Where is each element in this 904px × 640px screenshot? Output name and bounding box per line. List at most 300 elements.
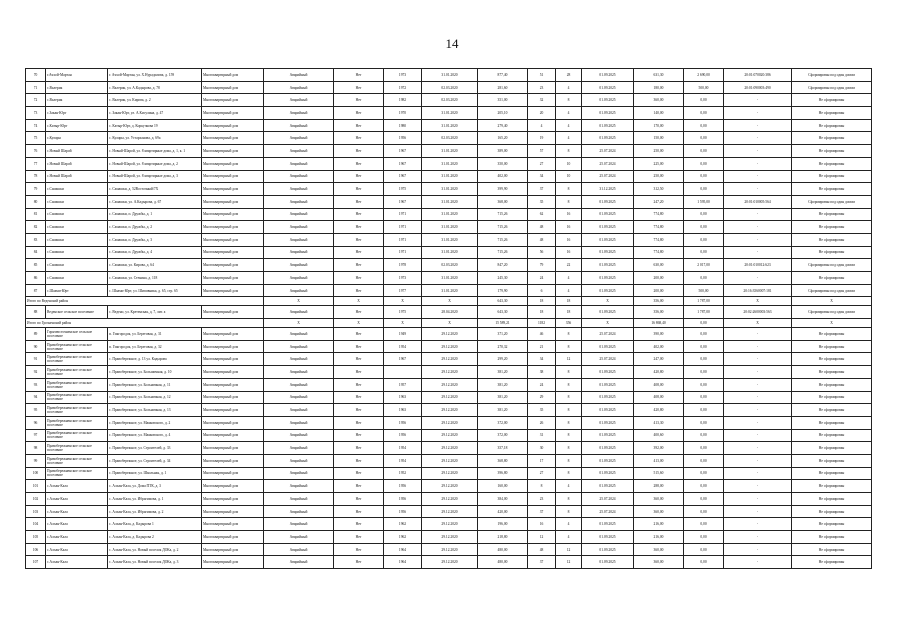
table-cell: с.Самашки [46,221,108,234]
table-cell: 4 [528,119,556,132]
table-cell: 0,00 [684,543,724,556]
table-cell: 4 [556,531,582,544]
table-cell: 218,80 [478,531,528,544]
table-cell: 8 [556,366,582,379]
table-cell: 34 [528,353,556,366]
table-cell: с.Кулары [46,132,108,145]
subtotal-cell: 1 787,00 [684,297,724,306]
table-cell: - [724,391,792,404]
table-cell: с. Кулары, ул. Устарханова, д. 69а [108,132,202,145]
table-cell: Аварийный [264,208,334,221]
table-cell: 48 [528,233,556,246]
table-cell: 94 [26,391,46,404]
table-cell: Многоквартирный дом [202,328,264,341]
table-cell: 0,00 [684,183,724,196]
table-cell: Аварийный [264,132,334,145]
table-cell: 715,26 [478,246,528,259]
table-row [26,416,872,429]
table-cell: 01.09.2025 [582,195,634,208]
table-cell: 0,00 [684,132,724,145]
table-cell: 20 [528,107,556,120]
table-cell: 1 787,00 [684,306,724,319]
table-cell: - [724,208,792,221]
table-cell: 32 [528,94,556,107]
subtotal-cell: X [724,319,792,328]
table-cell: 37 [528,505,556,518]
table-row [26,107,872,120]
table-cell: Нет [334,183,384,196]
table-cell: Многоквартирный дом [202,183,264,196]
table-cell: Нет [334,531,384,544]
subtotal-cell: X [264,319,334,328]
table-cell: 20:01:070020:386 [724,69,792,82]
table-cell: 28.04.2020 [422,306,478,319]
table-cell: 01.09.2025 [582,284,634,297]
table-cell: Нет [334,170,384,183]
table-row [26,531,872,544]
table-cell: 4 [556,284,582,297]
subtotal-cell: 16 868,40 [634,319,684,328]
table-cell: - [724,493,792,506]
table-cell: 29.12.2020 [422,404,478,417]
table-cell: Нет [334,208,384,221]
table-cell: с.Новый Шарой [46,170,108,183]
table-cell: Не сформирован [792,183,872,196]
table-cell: 0,00 [684,366,724,379]
table-cell: 0,00 [684,416,724,429]
table-cell: с. Ведено, ул. Кретенская, д. 7, лит. а [108,306,202,319]
table-cell: Аварийный [264,442,334,455]
table-cell: - [724,157,792,170]
table-cell: 01.09.2025 [582,221,634,234]
table-cell: Аварийный [264,493,334,506]
table-cell: 29.12.2020 [422,429,478,442]
table-cell: Аварийный [264,284,334,297]
table-cell: Не сформирован [792,246,872,259]
table-cell: 01.09.2025 [582,556,634,569]
table-cell: с. Алхан-Кала, ул. Новый поселок ДОКа, д. 3 [108,556,202,569]
table-cell: с. Правобережное, ул. Маяковского, д. 4 [108,429,202,442]
table-cell: 247,00 [634,353,684,366]
table-cell: с. Алхан-Кала, д. Кадырова 1 [108,518,202,531]
table-cell: 31.01.2020 [422,246,478,259]
table-cell: 381,20 [478,404,528,417]
table-cell: Нет [334,518,384,531]
table-cell: 515,60 [634,467,684,480]
table-row [26,145,872,158]
table-cell: 48 [528,221,556,234]
table-cell: Аварийный [264,353,334,366]
table-row [26,183,872,196]
emergency-housing-table [25,68,872,569]
table-cell: Правобережненское сельское поселение [46,378,108,391]
table-cell: Нет [334,416,384,429]
table-cell: 31.01.2020 [422,157,478,170]
table-cell: 1978 [384,259,422,272]
table-cell: 12 [556,543,582,556]
table-cell: 8 [528,480,556,493]
table-cell: Правобережненское сельское поселение [46,467,108,480]
table-cell: 715,26 [478,233,528,246]
table-cell: Многоквартирный дом [202,306,264,319]
table-cell: 10 [556,157,582,170]
table-cell: Сформирован под один домом [792,306,872,319]
table-cell: - [724,366,792,379]
table-cell: Многоквартирный дом [202,480,264,493]
table-cell: Многоквартирный дом [202,157,264,170]
table-cell: 351,00 [478,94,528,107]
table-cell: Нет [334,259,384,272]
table-row [26,157,872,170]
subtotal-cell: X [582,297,634,306]
table-cell: 18 [556,306,582,319]
table-row [26,259,872,272]
table-cell: Аварийный [264,306,334,319]
table-cell: 0,00 [684,170,724,183]
table-cell: Не сформирован [792,429,872,442]
table-cell: 399,90 [478,183,528,196]
table-cell: Не сформирован [792,366,872,379]
table-cell: 8 [556,493,582,506]
table-cell: Аварийный [264,480,334,493]
table-row [26,94,872,107]
table-cell: Аварийный [264,505,334,518]
table-cell: Многоквартирный дом [202,208,264,221]
table-cell: 101 [26,480,46,493]
table-cell: 31.01.2020 [422,119,478,132]
table-cell: Не сформирован [792,119,872,132]
subtotal-cell: X [422,297,478,306]
table-cell: Аварийный [264,81,334,94]
table-cell: Не сформирован [792,391,872,404]
table-row [26,284,872,297]
subtotal-cell: X [384,319,422,328]
table-cell: 1954 [384,454,422,467]
table-row [26,518,872,531]
table-cell: 360,00 [634,556,684,569]
table-cell: 392,00 [634,442,684,455]
table-cell: 371,20 [478,328,528,341]
table-cell: Многоквартирный дом [202,404,264,417]
table-cell: 20:01:090003:490 [724,81,792,94]
table-cell: 631,30 [634,69,684,82]
table-cell: 16 [556,233,582,246]
table-cell: 381,20 [478,378,528,391]
table-cell: 288,00 [634,480,684,493]
table-cell: 774,80 [634,246,684,259]
table-cell: 01.09.2025 [582,531,634,544]
table-cell: 0,00 [684,429,724,442]
table-cell: с. Шаами-Юрт, ул. Шиповника, д. 65, стр. 65 [108,284,202,297]
table-cell: 372,00 [478,429,528,442]
table-cell: 21 [528,340,556,353]
table-cell: Нет [334,353,384,366]
table-cell: 402,00 [634,340,684,353]
table-cell: Аварийный [264,107,334,120]
table-cell: 360,00 [634,493,684,506]
table-cell: 31.01.2020 [422,221,478,234]
table-cell: Нет [334,556,384,569]
table-cell: 299,20 [478,353,528,366]
table-cell: 29.12.2020 [422,556,478,569]
table-cell: 8 [556,404,582,417]
table-cell: с. Валерик, ул. А.Кадырова, д. 78 [108,81,202,94]
table-cell: 1956 [384,505,422,518]
table-cell: с.Валерик [46,94,108,107]
table-cell: Нет [334,454,384,467]
table-cell: Нет [334,69,384,82]
table-cell: Аварийный [264,429,334,442]
table-row [26,208,872,221]
table-cell: 774,80 [634,233,684,246]
table-cell: 78 [26,170,46,183]
table-cell: 480,00 [478,543,528,556]
table-cell: Многоквартирный дом [202,195,264,208]
table-cell: Нет [334,378,384,391]
table-cell: Не сформирован [792,328,872,341]
table-cell: г. Ачхой-Мартан, ул. Х.Нурадилова, д. 159 [108,69,202,82]
page-number: 14 [445,36,459,51]
table-cell: 26 [528,416,556,429]
table-cell: Многоквартирный дом [202,119,264,132]
table-cell: 8 [556,454,582,467]
table-cell: 48 [528,543,556,556]
table-cell: 35 [528,404,556,417]
table-cell: 96 [26,416,46,429]
table-cell: 216,00 [634,518,684,531]
table-cell: 2 690,00 [684,69,724,82]
table-cell: Многоквартирный дом [202,107,264,120]
table-cell: Многоквартирный дом [202,442,264,455]
table-cell: Многоквартирный дом [202,81,264,94]
table-cell: 82 [26,221,46,234]
table-cell: 01.09.2025 [582,107,634,120]
table-cell: 1967 [384,157,422,170]
table-cell: с. Правобережное, ул. Больничная, д. 11 [108,378,202,391]
table-cell: 360,00 [634,543,684,556]
table-cell: 75 [26,132,46,145]
table-cell: Аварийный [264,556,334,569]
table-cell: Не сформирован [792,531,872,544]
table-cell: 29.12.2020 [422,378,478,391]
table-cell: Аварийный [264,119,334,132]
table-cell: 37 [528,183,556,196]
table-cell: с.Новый Шарой [46,145,108,158]
table-cell: с. Самашки, ул. Стенина, д. 118 [108,272,202,285]
table-cell: Не сформирован [792,107,872,120]
subtotal-cell: 18 [528,297,556,306]
table-cell: - [724,233,792,246]
table-cell: 1963 [384,391,422,404]
table-cell: Многоквартирный дом [202,246,264,259]
table-cell: - [724,119,792,132]
table-cell: Многоквартирный дом [202,233,264,246]
table-cell: 18 [528,306,556,319]
table-cell: 29.12.2020 [422,480,478,493]
table-cell: с.Самашки [46,272,108,285]
table-cell: 1971 [384,246,422,259]
table-row [26,467,872,480]
table-cell: 29.12.2020 [422,505,478,518]
table-cell: 8 [556,467,582,480]
table-cell: Аварийный [264,391,334,404]
table-cell: 104 [26,518,46,531]
table-cell: 29.12.2020 [422,353,478,366]
table-cell: 29.12.2020 [422,518,478,531]
table-cell: Не сформирован [792,170,872,183]
table-cell: - [724,94,792,107]
table-cell: - [724,429,792,442]
table-cell: 01.09.2025 [582,208,634,221]
table-cell: 413,00 [634,454,684,467]
table-cell: Не сформирован [792,556,872,569]
table-cell: 250,00 [634,145,684,158]
subtotal-cell: X [724,297,792,306]
subtotal-cell: X [334,297,384,306]
table-cell: 225,00 [634,157,684,170]
table-cell: 413,30 [634,416,684,429]
table-cell: Правобережненское сельское поселение [46,442,108,455]
table-cell: - [724,132,792,145]
subtotal-cell: 15 589,21 [478,319,528,328]
table-cell: - [724,145,792,158]
table-cell: с.Алхан-Кала [46,493,108,506]
subtotal-cell: X [792,319,872,328]
table-cell: 1970 [384,107,422,120]
table-cell: Не сформирован [792,493,872,506]
table-cell: Не сформирован [792,378,872,391]
table-cell: 6 [528,284,556,297]
housing-table-container [25,68,871,569]
table-cell: 1949 [384,328,422,341]
table-cell: 1956 [384,416,422,429]
table-cell: Нет [334,272,384,285]
table-cell: 31.01.2020 [422,272,478,285]
table-cell: 4 [556,480,582,493]
table-cell: Нет [334,81,384,94]
table-cell: 8 [556,416,582,429]
table-cell: Не сформирован [792,480,872,493]
table-cell: Аварийный [264,328,334,341]
table-cell: 281,60 [478,81,528,94]
table-cell: 29.12.2020 [422,467,478,480]
table-cell: 31.01.2020 [422,170,478,183]
table-cell: Не сформирован [792,145,872,158]
table-cell: Нет [334,306,384,319]
table-cell: Многоквартирный дом [202,94,264,107]
table-row [26,81,872,94]
table-cell: 1962 [384,531,422,544]
table-cell: 0,00 [684,272,724,285]
table-cell: 1967 [384,170,422,183]
table-cell: Не сформирован [792,442,872,455]
table-cell: 103 [26,505,46,518]
table-cell: 0,00 [684,246,724,259]
table-cell: с.Алхан-Кала [46,518,108,531]
table-cell: Правобережненское сельское поселение [46,404,108,417]
table-cell: 27 [528,157,556,170]
table-cell: 29.12.2020 [422,366,478,379]
table-row [26,195,872,208]
table-cell: 31.01.2020 [422,69,478,82]
table-cell: Многоквартирный дом [202,493,264,506]
table-cell: 02.03.2020 [422,81,478,94]
table-cell: Аварийный [264,221,334,234]
table-row [26,404,872,417]
table-cell: Аварийный [264,233,334,246]
table-cell: 77 [26,157,46,170]
table-cell: Не сформирован [792,233,872,246]
table-cell: Правобережненское сельское поселение [46,454,108,467]
table-cell: 16 [556,221,582,234]
table-cell: 0,00 [684,442,724,455]
table-cell: с. Валерик, ул. Кирова, д. 2 [108,94,202,107]
table-cell: 22 [556,259,582,272]
table-cell: Не сформирован [792,221,872,234]
table-cell: 0,00 [684,208,724,221]
subtotal-cell: 18 [556,297,582,306]
table-cell: Правобережненское сельское поселение [46,391,108,404]
table-cell: 87 [26,284,46,297]
table-cell: - [724,340,792,353]
table-cell: Правобережненское сельское поселение [46,340,108,353]
table-cell: 8 [556,195,582,208]
table-cell: Аварийный [264,340,334,353]
table-cell: 372,00 [478,416,528,429]
table-cell: 196,00 [478,518,528,531]
table-cell: Не сформирован [792,208,872,221]
table-cell: 02.03.2020 [422,259,478,272]
table-cell: - [724,221,792,234]
table-cell: 1982 [384,94,422,107]
table-cell: Правобережненское сельское поселение [46,353,108,366]
table-cell: 402,00 [478,170,528,183]
table-cell: Не сформирован [792,467,872,480]
table-cell: 01.09.2025 [582,81,634,94]
table-cell: с. Самашки, д. 52Восточный\7Х [108,183,202,196]
table-row [26,119,872,132]
table-cell: Аварийный [264,416,334,429]
table-cell: Аварийный [264,543,334,556]
table-cell: 8 [556,429,582,442]
table-cell: 381,20 [478,391,528,404]
table-cell: - [724,556,792,569]
table-cell: 1971 [384,233,422,246]
table-cell: Нет [334,145,384,158]
table-cell: 01.09.2025 [582,132,634,145]
table-cell: Многоквартирный дом [202,132,264,145]
table-cell: 29.12.2020 [422,531,478,544]
table-cell: 500,00 [684,284,724,297]
table-cell: 93 [26,378,46,391]
subtotal-cell: 643,30 [478,297,528,306]
table-cell: 57 [528,145,556,158]
subtotal-cell: X [792,297,872,306]
table-cell: 01.09.2025 [582,404,634,417]
table-cell: 200,00 [634,284,684,297]
table-cell: с. Правобережное, ул. Школьная, д. 1 [108,467,202,480]
table-cell: с.Самашки [46,195,108,208]
table-cell: 420,80 [634,366,684,379]
table-cell: 1954 [384,442,422,455]
table-cell: с. Правобережное, ул. Маяковского, д. 2 [108,416,202,429]
table-cell: 360,00 [634,94,684,107]
table-cell: Нет [334,132,384,145]
table-cell: с. Правобережное, ул. Строителей, д. 33 [108,442,202,455]
table-cell: Аварийный [264,272,334,285]
table-cell: Нет [334,94,384,107]
table-cell: с. Алхан-Кала, ул. Ибрагимова, д. 2 [108,505,202,518]
